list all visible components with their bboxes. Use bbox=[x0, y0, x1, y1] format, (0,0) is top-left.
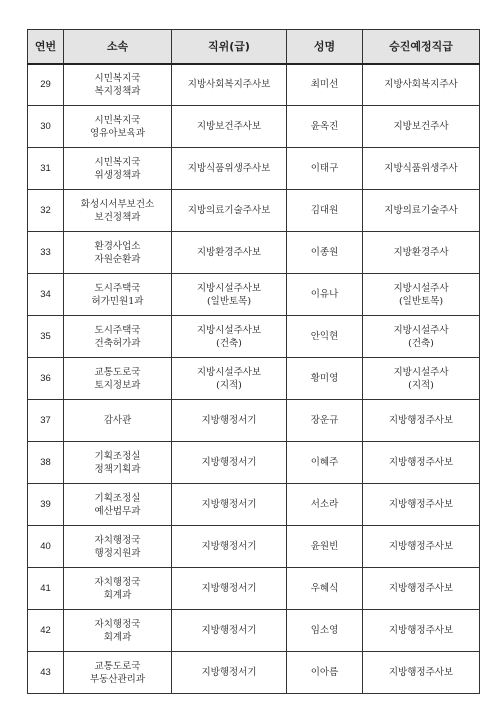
table-row bbox=[28, 442, 480, 484]
promotion-line: 지방식품위생주사 bbox=[384, 163, 458, 174]
table-row bbox=[28, 526, 480, 568]
header-promotion-grade: 승진예정직급 bbox=[363, 30, 480, 64]
position-line: 지방행정서기 bbox=[201, 457, 257, 468]
promotion-cell bbox=[363, 610, 480, 652]
department-line: 도시주택국 bbox=[94, 282, 141, 294]
position-cell bbox=[172, 484, 287, 526]
serial-no-cell: 40 bbox=[28, 526, 64, 568]
header-name: 성명 bbox=[287, 30, 363, 64]
department-line: 시민복지국 bbox=[94, 72, 141, 84]
department-line: 부동산관리과 bbox=[89, 673, 146, 685]
position-line: (일반토목) bbox=[206, 295, 252, 307]
promotion-line: 지방사회복지주사 bbox=[384, 79, 458, 91]
position-line: 지방사회복지주사보 bbox=[187, 79, 271, 91]
department-line: 토지정보과 bbox=[94, 379, 141, 391]
position-cell bbox=[172, 64, 287, 106]
department-line: 환경사업소 bbox=[94, 240, 141, 252]
position-cell bbox=[172, 106, 287, 148]
promotion-line: 지방행정주사보 bbox=[388, 457, 454, 468]
department-line: 자치행정국 bbox=[94, 618, 141, 630]
department-line: 예산법무과 bbox=[94, 505, 141, 517]
department-line: 자원순환과 bbox=[94, 253, 141, 265]
name-cell: 우혜식 bbox=[287, 568, 363, 610]
promotion-line: (지적) bbox=[408, 379, 434, 391]
promotion-cell bbox=[363, 316, 480, 358]
position-cell bbox=[172, 652, 287, 694]
serial-no-cell: 33 bbox=[28, 232, 64, 274]
department-line: 회계과 bbox=[103, 631, 132, 643]
position-cell bbox=[172, 148, 287, 190]
serial-no-cell: 39 bbox=[28, 484, 64, 526]
department-line: 복지정책과 bbox=[94, 85, 141, 97]
position-line: 지방시설주사보 bbox=[196, 324, 262, 336]
table-row bbox=[28, 106, 480, 148]
department-line: 회계과 bbox=[103, 589, 132, 601]
department-cell bbox=[64, 442, 172, 484]
position-cell bbox=[172, 358, 287, 400]
department-line: 자치행정국 bbox=[94, 534, 141, 546]
serial-no-cell: 35 bbox=[28, 316, 64, 358]
position-cell bbox=[172, 610, 287, 652]
department-cell bbox=[64, 610, 172, 652]
promotion-table bbox=[27, 29, 480, 694]
promotion-cell bbox=[363, 274, 480, 316]
position-line: 지방시설주사보 bbox=[196, 366, 262, 378]
name-cell: 김대원 bbox=[287, 190, 363, 232]
department-cell bbox=[64, 106, 172, 148]
promotion-line: 지방행정주사보 bbox=[388, 667, 454, 678]
promotion-cell bbox=[363, 568, 480, 610]
table-row bbox=[28, 148, 480, 190]
name-cell: 황미영 bbox=[287, 358, 363, 400]
serial-no-cell: 32 bbox=[28, 190, 64, 232]
table-row bbox=[28, 400, 480, 442]
department-line: 자치행정국 bbox=[94, 576, 141, 588]
table-body bbox=[28, 64, 480, 694]
promotion-line: (건축) bbox=[408, 337, 434, 349]
name-cell: 서소라 bbox=[287, 484, 363, 526]
position-line: 지방식품위생주사보 bbox=[187, 163, 271, 174]
position-line: (건축) bbox=[216, 337, 242, 349]
table-row bbox=[28, 274, 480, 316]
table-row bbox=[28, 484, 480, 526]
position-cell bbox=[172, 526, 287, 568]
name-cell: 윤옥진 bbox=[287, 106, 363, 148]
position-line: 지방행정서기 bbox=[201, 541, 257, 552]
position-cell bbox=[172, 274, 287, 316]
name-cell: 이혜주 bbox=[287, 442, 363, 484]
header-department: 소속 bbox=[64, 30, 172, 64]
table-row bbox=[28, 610, 480, 652]
promotion-cell bbox=[363, 652, 480, 694]
department-line: 보건정책과 bbox=[94, 211, 141, 223]
position-line: 지방행정서기 bbox=[201, 667, 257, 678]
department-line: 행정지원과 bbox=[94, 547, 141, 559]
department-line: 시민복지국 bbox=[94, 156, 141, 168]
position-line: 지방행정서기 bbox=[201, 583, 257, 594]
position-line: (지적) bbox=[216, 379, 242, 391]
position-cell bbox=[172, 190, 287, 232]
department-cell bbox=[64, 316, 172, 358]
department-line: 정책기획과 bbox=[94, 463, 141, 475]
serial-no-cell: 42 bbox=[28, 610, 64, 652]
serial-no-cell: 38 bbox=[28, 442, 64, 484]
position-line: 지방행정서기 bbox=[201, 415, 257, 426]
position-cell bbox=[172, 442, 287, 484]
department-cell bbox=[64, 64, 172, 106]
promotion-cell bbox=[363, 64, 480, 106]
name-cell: 이태구 bbox=[287, 148, 363, 190]
position-line: 지방행정서기 bbox=[201, 499, 257, 510]
name-cell: 장운규 bbox=[287, 400, 363, 442]
department-cell bbox=[64, 400, 172, 442]
serial-no-cell: 37 bbox=[28, 400, 64, 442]
department-cell bbox=[64, 358, 172, 400]
department-cell bbox=[64, 232, 172, 274]
serial-no-cell: 36 bbox=[28, 358, 64, 400]
promotion-line: 지방시설주사 bbox=[393, 366, 449, 378]
table-row bbox=[28, 568, 480, 610]
department-line: 교통도로국 bbox=[94, 366, 141, 378]
department-line: 도시주택국 bbox=[94, 324, 141, 336]
table-row bbox=[28, 190, 480, 232]
serial-no-cell: 34 bbox=[28, 274, 64, 316]
table-row bbox=[28, 64, 480, 106]
department-line: 기획조정실 bbox=[94, 492, 141, 504]
table-header bbox=[28, 30, 480, 64]
promotion-line: 지방행정주사보 bbox=[388, 625, 454, 636]
serial-no-cell: 43 bbox=[28, 652, 64, 694]
department-cell bbox=[64, 526, 172, 568]
promotion-cell bbox=[363, 442, 480, 484]
promotion-cell bbox=[363, 232, 480, 274]
promotion-line: 지방의료기술주사 bbox=[384, 205, 458, 216]
promotion-cell bbox=[363, 484, 480, 526]
serial-no-cell: 41 bbox=[28, 568, 64, 610]
table-row bbox=[28, 316, 480, 358]
department-line: 시민복지국 bbox=[94, 114, 141, 126]
department-cell bbox=[64, 148, 172, 190]
position-cell bbox=[172, 316, 287, 358]
department-line: 위생정책과 bbox=[94, 169, 141, 181]
table-row bbox=[28, 652, 480, 694]
promotion-line: 지방환경주사 bbox=[393, 247, 449, 258]
name-cell: 최미선 bbox=[287, 64, 363, 106]
table-row bbox=[28, 232, 480, 274]
promotion-cell bbox=[363, 358, 480, 400]
promotion-line: 지방시설주사 bbox=[393, 324, 449, 336]
position-line: 지방의료기술주사보 bbox=[187, 205, 271, 216]
serial-no-cell: 30 bbox=[28, 106, 64, 148]
promotion-line: 지방시설주사 bbox=[393, 282, 449, 294]
promotion-line: 지방행정주사보 bbox=[388, 415, 454, 426]
promotion-cell bbox=[363, 190, 480, 232]
promotion-cell bbox=[363, 148, 480, 190]
department-cell bbox=[64, 568, 172, 610]
department-line: 교통도로국 bbox=[94, 660, 141, 672]
position-line: 지방환경주사보 bbox=[196, 247, 262, 258]
department-line: 기획조정실 bbox=[94, 450, 141, 462]
name-cell: 윤원빈 bbox=[287, 526, 363, 568]
department-cell bbox=[64, 274, 172, 316]
promotion-cell bbox=[363, 526, 480, 568]
promotion-line: 지방보건주사 bbox=[393, 121, 449, 132]
table-row bbox=[28, 358, 480, 400]
name-cell: 임소영 bbox=[287, 610, 363, 652]
name-cell: 이아름 bbox=[287, 652, 363, 694]
promotion-line: 지방행정주사보 bbox=[388, 583, 454, 594]
promotion-cell bbox=[363, 106, 480, 148]
position-line: 지방행정서기 bbox=[201, 625, 257, 636]
promotion-cell bbox=[363, 400, 480, 442]
name-cell: 이유나 bbox=[287, 274, 363, 316]
department-cell bbox=[64, 652, 172, 694]
position-cell bbox=[172, 568, 287, 610]
department-line: 허가민원1과 bbox=[91, 295, 144, 307]
serial-no-cell: 31 bbox=[28, 148, 64, 190]
serial-no-cell: 29 bbox=[28, 64, 64, 106]
name-cell: 이종원 bbox=[287, 232, 363, 274]
header-position-grade: 직위(급) bbox=[172, 30, 287, 64]
department-line: 영유아보육과 bbox=[89, 127, 146, 139]
position-cell bbox=[172, 232, 287, 274]
position-line: 지방시설주사보 bbox=[196, 282, 262, 294]
header-row bbox=[28, 30, 480, 64]
department-line: 감사관 bbox=[103, 415, 132, 426]
department-cell bbox=[64, 484, 172, 526]
promotion-line: (일반토목) bbox=[398, 295, 444, 307]
name-cell: 안익현 bbox=[287, 316, 363, 358]
promotion-line: 지방행정주사보 bbox=[388, 541, 454, 552]
department-line: 건축허가과 bbox=[94, 337, 141, 349]
promotion-line: 지방행정주사보 bbox=[388, 499, 454, 510]
header-serial-no: 연번 bbox=[28, 30, 64, 64]
department-line: 화성시서부보건소 bbox=[80, 198, 155, 210]
department-cell bbox=[64, 190, 172, 232]
position-cell bbox=[172, 400, 287, 442]
position-line: 지방보건주사보 bbox=[196, 121, 262, 132]
